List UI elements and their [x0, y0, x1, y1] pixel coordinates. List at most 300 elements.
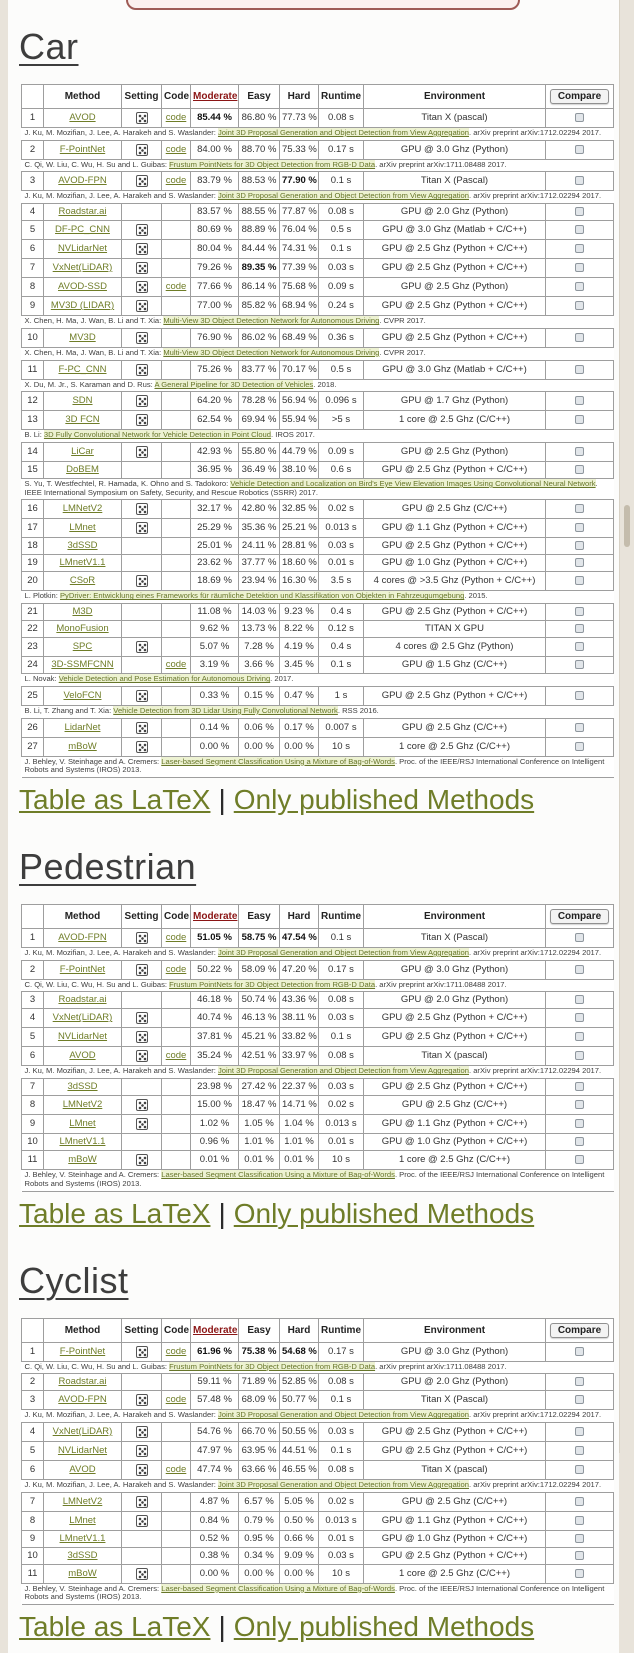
- table-footer-links: [19, 1198, 619, 1230]
- scrollbar-track[interactable]: [619, 0, 634, 1453]
- moderate-cell: 25.01 %: [191, 538, 239, 555]
- method-cell: [44, 1096, 122, 1115]
- compare-checkbox[interactable]: [575, 1032, 584, 1041]
- setting-icon: [136, 1426, 148, 1438]
- hard-cell: 77.73 %: [280, 109, 319, 128]
- table-row: [22, 718, 614, 737]
- method-link[interactable]: Roadstar.ai: [58, 994, 107, 1006]
- method-link[interactable]: NVLidarNet: [57, 243, 108, 255]
- method-link[interactable]: 3dSSD: [67, 1549, 98, 1561]
- compare-checkbox[interactable]: [575, 723, 584, 732]
- method-link[interactable]: DoBEM: [66, 464, 99, 476]
- compare-checkbox[interactable]: [575, 607, 584, 616]
- method-link[interactable]: LMnet: [69, 522, 96, 534]
- method-cell: [44, 500, 122, 519]
- method-link[interactable]: F-PointNet: [59, 143, 106, 155]
- method-link[interactable]: LidarNet: [64, 721, 101, 733]
- method-link[interactable]: MV3D: [69, 331, 96, 343]
- method-link[interactable]: 3D-SSMFCNN: [51, 659, 114, 671]
- method-link[interactable]: SPC: [72, 641, 93, 653]
- moderate-cell: 83.79 %: [191, 172, 239, 191]
- compare-checkbox[interactable]: [575, 244, 584, 253]
- only-published-methods-link[interactable]: Only published Methods: [233, 1611, 535, 1643]
- code-link[interactable]: code: [165, 175, 187, 187]
- hard-cell: 74.31 %: [280, 240, 319, 259]
- runtime-cell: 0.096 s: [319, 392, 364, 411]
- method-cell: [44, 1374, 122, 1391]
- compare-checkbox[interactable]: [575, 225, 584, 234]
- column-header-moderate[interactable]: Moderate: [191, 85, 239, 109]
- setting-icon: [136, 575, 148, 587]
- compare-checkbox[interactable]: [575, 1051, 584, 1060]
- method-link[interactable]: mBoW: [68, 1567, 97, 1579]
- easy-cell: 83.77 %: [239, 360, 280, 379]
- moderate-cell: 77.00 %: [191, 297, 239, 316]
- method-link[interactable]: LMnetV1.1: [59, 1532, 106, 1544]
- citation-venue: . 2015.: [464, 591, 488, 601]
- alert-banner: [126, 0, 520, 10]
- table-row: [22, 960, 614, 979]
- citation-venue: . Proc. of the IEEE/RSJ International Conference on Intelligent Robots and Systems (IROS) 2013.: [24, 756, 605, 775]
- code-cell: [162, 259, 191, 278]
- column-header-moderate[interactable]: Moderate: [191, 904, 239, 928]
- compare-checkbox[interactable]: [575, 660, 584, 669]
- method-cell: [44, 1511, 122, 1530]
- compare-checkbox[interactable]: [575, 1427, 584, 1436]
- hard-cell: 50.77 %: [280, 1391, 319, 1410]
- compare-checkbox[interactable]: [575, 1569, 584, 1578]
- citation-authors: L. Plotkin:: [24, 591, 60, 601]
- runtime-cell: 10 s: [319, 737, 364, 756]
- code-cell: [162, 462, 191, 479]
- easy-cell: 86.02 %: [239, 328, 280, 347]
- column-header-method: Method: [44, 1318, 122, 1342]
- code-link[interactable]: code: [165, 963, 187, 975]
- citation-authors: J. Ku, M. Mozifian, J. Lee, A. Harakeh and S. Waslander:: [24, 191, 218, 201]
- compare-checkbox[interactable]: [575, 1155, 584, 1164]
- method-link[interactable]: CSoR: [69, 575, 96, 587]
- compare-checkbox[interactable]: [575, 333, 584, 342]
- compare-checkbox[interactable]: [575, 995, 584, 1004]
- table-row: [22, 204, 614, 221]
- citation-paper-link[interactable]: 3D Fully Convolutional Network for Vehicle Detection in Point Cloud: [43, 430, 272, 440]
- hard-cell: 76.04 %: [280, 221, 319, 240]
- compare-checkbox[interactable]: [575, 1497, 584, 1506]
- citation-paper-link[interactable]: Vehicle Detection from 3D Lidar Using Fully Convolutional Network: [113, 705, 338, 715]
- compare-checkbox[interactable]: [575, 1119, 584, 1128]
- citation-venue: . arXiv preprint arXiv:1711.08488 2017.: [375, 1361, 507, 1371]
- citation-row: [22, 1583, 614, 1604]
- method-link[interactable]: AVOD: [69, 1463, 96, 1475]
- citation-paper-link[interactable]: Frustum PointNets for 3D Object Detection from RGB-D Data: [169, 979, 376, 989]
- citation-paper-link[interactable]: Frustum PointNets for 3D Object Detection from RGB-D Data: [169, 159, 376, 169]
- setting-icon: [136, 1496, 148, 1508]
- setting-cell: [122, 621, 162, 638]
- compare-checkbox[interactable]: [575, 1347, 584, 1356]
- compare-checkbox[interactable]: [575, 396, 584, 405]
- compare-cell: [546, 718, 614, 737]
- setting-cell: [122, 1391, 162, 1410]
- compare-checkbox[interactable]: [575, 1100, 584, 1109]
- moderate-cell: 23.98 %: [191, 1079, 239, 1096]
- method-cell: [44, 1028, 122, 1047]
- citation-paper-link[interactable]: Joint 3D Proposal Generation and Object Detection from View Aggregation: [217, 1066, 469, 1076]
- rank-cell: 3: [22, 172, 44, 191]
- code-link[interactable]: code: [165, 1345, 187, 1357]
- code-link[interactable]: code: [165, 281, 187, 293]
- code-link[interactable]: code: [165, 1050, 187, 1062]
- citation-paper-link[interactable]: Vehicle Detection and Pose Estimation for Autonomous Driving: [58, 674, 271, 684]
- method-link[interactable]: VxNet(LiDAR): [52, 262, 113, 274]
- section-title: Cyclist: [19, 1259, 129, 1301]
- method-link[interactable]: AVOD-FPN: [58, 931, 107, 943]
- hard-cell: 77.87 %: [280, 204, 319, 221]
- method-link[interactable]: MonoFusion: [56, 623, 109, 635]
- method-cell: [44, 1134, 122, 1151]
- compare-checkbox[interactable]: [575, 207, 584, 216]
- citation-paper-link[interactable]: Multi-View 3D Object Detection Network for Autonomous Driving: [163, 347, 380, 357]
- setting-icon: [136, 1118, 148, 1130]
- table-header-row: [22, 904, 614, 928]
- table-row: [22, 1547, 614, 1564]
- method-link[interactable]: DF-PC_CNN: [55, 224, 110, 236]
- method-link[interactable]: LiCar: [71, 446, 94, 458]
- rank-cell: 8: [22, 278, 44, 297]
- setting-icon: [136, 503, 148, 515]
- easy-cell: 85.82 %: [239, 297, 280, 316]
- table-row: [22, 1460, 614, 1479]
- scrollbar-thumb[interactable]: [624, 505, 630, 547]
- citation-paper-link[interactable]: Joint 3D Proposal Generation and Object Detection from View Aggregation: [217, 1479, 469, 1489]
- compare-checkbox[interactable]: [575, 1013, 584, 1022]
- table-as-latex-link[interactable]: Table as LaTeX: [19, 1611, 211, 1643]
- method-link[interactable]: LMnet: [69, 1118, 96, 1130]
- environment-cell: Titan X (pascal): [364, 1460, 546, 1479]
- easy-cell: 6.57 %: [239, 1492, 280, 1511]
- citation-paper-link[interactable]: Vehicle Detection and Localization on Bird's Eye View Elevation Images Using Convolutional Neural Network: [230, 479, 596, 488]
- moderate-cell: 80.69 %: [191, 221, 239, 240]
- method-cell: [44, 392, 122, 411]
- citation-venue: . Proc. of the IEEE/RSJ International Conference on Intelligent Robots and Systems (IROS) 2013.: [24, 1583, 605, 1602]
- table-as-latex-link[interactable]: Table as LaTeX: [19, 783, 211, 815]
- setting-icon: [136, 281, 148, 293]
- compare-checkbox[interactable]: [575, 642, 584, 651]
- code-link[interactable]: code: [165, 659, 187, 671]
- code-link[interactable]: code: [165, 112, 187, 124]
- compare-checkbox[interactable]: [575, 933, 584, 942]
- table-row: [22, 1079, 614, 1096]
- compare-checkbox[interactable]: [575, 1446, 584, 1455]
- method-link[interactable]: Roadstar.ai: [58, 1376, 107, 1388]
- method-link[interactable]: VeloFCN: [63, 689, 102, 701]
- citation-cell: [22, 705, 614, 718]
- rank-cell: 1: [22, 1342, 44, 1361]
- only-published-methods-link[interactable]: Only published Methods: [233, 1197, 535, 1229]
- method-link[interactable]: MV3D (LIDAR): [50, 300, 115, 312]
- compare-checkbox[interactable]: [575, 523, 584, 532]
- table-row: [22, 172, 614, 191]
- compare-checkbox[interactable]: [575, 465, 584, 474]
- hard-cell: 0.66 %: [280, 1530, 319, 1547]
- setting-cell: [122, 462, 162, 479]
- code-cell: [162, 1134, 191, 1151]
- table-row: [22, 1511, 614, 1530]
- code-cell: [162, 1511, 191, 1530]
- setting-icon: [136, 243, 148, 255]
- setting-cell: [122, 1342, 162, 1361]
- citation-paper-link[interactable]: Laser-based Segment Classification Using a Mixture of Bag-of-Words: [161, 1583, 395, 1593]
- method-link[interactable]: LMnetV1.1: [59, 557, 106, 569]
- citation-row: [22, 479, 614, 500]
- citation-paper-link[interactable]: Multi-View 3D Object Detection Network for Autonomous Driving: [163, 316, 380, 326]
- method-link[interactable]: mBoW: [68, 1154, 97, 1166]
- compare-checkbox[interactable]: [575, 965, 584, 974]
- method-link[interactable]: 3dSSD: [67, 540, 98, 552]
- method-link[interactable]: LMnetV1.1: [59, 1136, 106, 1148]
- compare-cell: [546, 686, 614, 705]
- environment-cell: GPU @ 2.5 Ghz (Python + C/C++): [364, 1441, 546, 1460]
- compare-cell: [546, 328, 614, 347]
- moderate-cell: 79.26 %: [191, 259, 239, 278]
- only-published-methods-link[interactable]: Only published Methods: [233, 783, 535, 815]
- moderate-cell: 57.48 %: [191, 1391, 239, 1410]
- compare-checkbox[interactable]: [575, 1534, 584, 1543]
- easy-cell: 46.13 %: [239, 1009, 280, 1028]
- environment-cell: GPU @ 2.0 Ghz (Python): [364, 1374, 546, 1391]
- method-cell: [44, 1391, 122, 1410]
- method-link[interactable]: mBoW: [68, 740, 97, 752]
- rank-cell: 3: [22, 992, 44, 1009]
- setting-cell: [122, 555, 162, 572]
- method-link[interactable]: VxNet(LiDAR): [52, 1012, 113, 1024]
- column-header-runtime: Runtime: [319, 85, 364, 109]
- setting-cell: [122, 992, 162, 1009]
- citation-row: [22, 1479, 614, 1492]
- citation-paper-link[interactable]: Frustum PointNets for 3D Object Detection from RGB-D Data: [169, 1361, 376, 1371]
- runtime-cell: 0.12 s: [319, 621, 364, 638]
- code-cell: [162, 1009, 191, 1028]
- column-header-environment: Environment: [364, 904, 546, 928]
- code-link[interactable]: code: [165, 931, 187, 943]
- compare-checkbox[interactable]: [575, 447, 584, 456]
- method-link[interactable]: SDN: [72, 395, 93, 407]
- method-link[interactable]: AVOD-FPN: [58, 175, 107, 187]
- table-header-row: [22, 1318, 614, 1342]
- citation-paper-link[interactable]: PyDriver: Entwicklung eines Frameworks für räumliche Detektion und Klassifikation von Objekten in Fahrzeugumgebung: [59, 591, 465, 601]
- compare-checkbox[interactable]: [575, 1377, 584, 1386]
- setting-cell: [122, 1151, 162, 1170]
- environment-cell: Titan X (pascal): [364, 109, 546, 128]
- setting-cell: [122, 519, 162, 538]
- code-link[interactable]: code: [165, 1463, 187, 1475]
- code-cell: [162, 392, 191, 411]
- method-link[interactable]: LMNetV2: [62, 503, 103, 515]
- method-link[interactable]: F-PointNet: [59, 1345, 106, 1357]
- easy-cell: 0.15 %: [239, 686, 280, 705]
- rank-cell: 11: [22, 1564, 44, 1583]
- code-cell: [162, 555, 191, 572]
- environment-cell: GPU @ 2.5 Ghz (Python + C/C++): [364, 1547, 546, 1564]
- citation-venue: . arXiv preprint arXiv:1711.08488 2017.: [375, 159, 507, 169]
- code-link[interactable]: code: [165, 1394, 187, 1406]
- method-link[interactable]: AVOD-SSD: [58, 281, 107, 293]
- moderate-cell: 54.76 %: [191, 1422, 239, 1441]
- citation-paper-link[interactable]: Laser-based Segment Classification Using a Mixture of Bag-of-Words: [161, 1170, 395, 1180]
- table-as-latex-link[interactable]: Table as LaTeX: [19, 1197, 211, 1229]
- citation-paper-link[interactable]: Joint 3D Proposal Generation and Object Detection from View Aggregation: [217, 1410, 469, 1420]
- compare-checkbox[interactable]: [575, 113, 584, 122]
- method-link[interactable]: F-PC_CNN: [58, 363, 107, 375]
- setting-icon: [136, 722, 148, 734]
- runtime-cell: 0.013 s: [319, 1511, 364, 1530]
- compare-checkbox[interactable]: [575, 365, 584, 374]
- runtime-cell: 10 s: [319, 1151, 364, 1170]
- citation-paper-link[interactable]: Laser-based Segment Classification Using a Mixture of Bag-of-Words: [161, 756, 395, 766]
- setting-cell: [122, 1441, 162, 1460]
- rank-cell: 17: [22, 519, 44, 538]
- runtime-cell: 0.03 s: [319, 1079, 364, 1096]
- citation-paper-link[interactable]: Joint 3D Proposal Generation and Object Detection from View Aggregation: [217, 191, 469, 201]
- rank-cell: 6: [22, 240, 44, 259]
- setting-icon: [136, 262, 148, 274]
- setting-cell: [122, 657, 162, 674]
- environment-cell: Titan X (pascal): [364, 1047, 546, 1066]
- runtime-cell: 0.02 s: [319, 1096, 364, 1115]
- method-cell: [44, 657, 122, 674]
- compare-checkbox[interactable]: [575, 1082, 584, 1091]
- method-link[interactable]: 3D FCN: [65, 414, 100, 426]
- compare-checkbox[interactable]: [575, 691, 584, 700]
- runtime-cell: 0.17 s: [319, 140, 364, 159]
- compare-cell: [546, 1009, 614, 1028]
- citation-paper-link[interactable]: Joint 3D Proposal Generation and Object Detection from View Aggregation: [217, 947, 469, 957]
- method-link[interactable]: LMNetV2: [62, 1495, 103, 1507]
- rank-cell: 13: [22, 411, 44, 430]
- environment-cell: GPU @ 2.5 Ghz (Python + C/C++): [364, 1079, 546, 1096]
- citation-cell: [22, 674, 614, 687]
- runtime-cell: 0.17 s: [319, 1342, 364, 1361]
- compare-checkbox[interactable]: [575, 176, 584, 185]
- moderate-cell: 83.57 %: [191, 204, 239, 221]
- code-link[interactable]: code: [165, 143, 187, 155]
- moderate-cell: 32.17 %: [191, 500, 239, 519]
- compare-checkbox[interactable]: [575, 1465, 584, 1474]
- method-cell: [44, 1422, 122, 1441]
- moderate-cell: 85.44 %: [191, 109, 239, 128]
- compare-button[interactable]: Compare: [550, 909, 609, 924]
- method-link[interactable]: Roadstar.ai: [58, 206, 107, 218]
- rank-cell: 10: [22, 1134, 44, 1151]
- easy-cell: 0.01 %: [239, 1151, 280, 1170]
- code-cell: [162, 538, 191, 555]
- citation-cell: [22, 1479, 614, 1492]
- code-cell: [162, 1096, 191, 1115]
- easy-cell: 86.80 %: [239, 109, 280, 128]
- compare-checkbox[interactable]: [575, 1395, 584, 1404]
- method-link[interactable]: F-PointNet: [59, 963, 106, 975]
- method-link[interactable]: AVOD: [69, 112, 96, 124]
- compare-checkbox[interactable]: [575, 145, 584, 154]
- compare-checkbox[interactable]: [575, 263, 584, 272]
- table-row: [22, 259, 614, 278]
- citation-row: [22, 591, 614, 604]
- column-header-runtime: Runtime: [319, 904, 364, 928]
- hard-cell: 56.94 %: [280, 392, 319, 411]
- setting-icon: [136, 300, 148, 312]
- method-link[interactable]: M3D: [72, 606, 93, 618]
- compare-checkbox[interactable]: [575, 301, 584, 310]
- compare-checkbox[interactable]: [575, 624, 584, 633]
- citation-cell: [22, 591, 614, 604]
- rank-cell: 15: [22, 462, 44, 479]
- column-header-moderate[interactable]: Moderate: [191, 1318, 239, 1342]
- column-header-code: Code: [162, 85, 191, 109]
- compare-checkbox[interactable]: [575, 415, 584, 424]
- method-link[interactable]: AVOD-FPN: [58, 1394, 107, 1406]
- setting-cell: [122, 960, 162, 979]
- table-row: [22, 555, 614, 572]
- compare-checkbox[interactable]: [575, 504, 584, 513]
- compare-checkbox[interactable]: [575, 1137, 584, 1146]
- moderate-cell: 0.52 %: [191, 1530, 239, 1547]
- compare-button[interactable]: Compare: [550, 1323, 609, 1338]
- method-link[interactable]: NVLidarNet: [57, 1444, 108, 1456]
- rank-cell: 18: [22, 538, 44, 555]
- rank-cell: 23: [22, 638, 44, 657]
- compare-checkbox[interactable]: [575, 1516, 584, 1525]
- rank-cell: 4: [22, 1009, 44, 1028]
- environment-cell: GPU @ 2.5 Ghz (C/C++): [364, 1492, 546, 1511]
- citation-row: [22, 430, 614, 443]
- footer-separator: |: [218, 1611, 226, 1643]
- citation-paper-link[interactable]: Joint 3D Proposal Generation and Object Detection from View Aggregation: [217, 128, 469, 137]
- method-link[interactable]: LMnet: [69, 1514, 96, 1526]
- method-cell: [44, 109, 122, 128]
- moderate-cell: 0.00 %: [191, 737, 239, 756]
- runtime-cell: 0.17 s: [319, 960, 364, 979]
- compare-checkbox[interactable]: [575, 541, 584, 550]
- method-link[interactable]: LMNetV2: [62, 1099, 103, 1111]
- easy-cell: 0.00 %: [239, 1564, 280, 1583]
- hard-cell: 68.49 %: [280, 328, 319, 347]
- setting-cell: [122, 1492, 162, 1511]
- compare-checkbox[interactable]: [575, 282, 584, 291]
- table-row: [22, 686, 614, 705]
- compare-checkbox[interactable]: [575, 1551, 584, 1560]
- setting-icon: [136, 446, 148, 458]
- compare-checkbox[interactable]: [575, 576, 584, 585]
- method-link[interactable]: AVOD: [69, 1050, 96, 1062]
- table-row: [22, 572, 614, 591]
- citation-cell: [22, 347, 614, 360]
- citation-paper-link[interactable]: A General Pipeline for 3D Detection of Vehicles: [154, 379, 314, 389]
- compare-checkbox[interactable]: [575, 742, 584, 751]
- environment-cell: 4 cores @ 2.5 Ghz (Python): [364, 638, 546, 657]
- compare-button[interactable]: Compare: [550, 89, 609, 104]
- method-link[interactable]: 3dSSD: [67, 1081, 98, 1093]
- method-link[interactable]: VxNet(LiDAR): [52, 1425, 113, 1437]
- compare-checkbox[interactable]: [575, 558, 584, 567]
- method-link[interactable]: NVLidarNet: [57, 1031, 108, 1043]
- column-header-rank: [22, 904, 44, 928]
- easy-cell: 71.89 %: [239, 1374, 280, 1391]
- runtime-cell: 0.013 s: [319, 519, 364, 538]
- setting-icon: [136, 414, 148, 426]
- rank-cell: 1: [22, 928, 44, 947]
- setting-cell: [122, 1079, 162, 1096]
- setting-icon: [136, 1154, 148, 1166]
- table-row: [22, 1530, 614, 1547]
